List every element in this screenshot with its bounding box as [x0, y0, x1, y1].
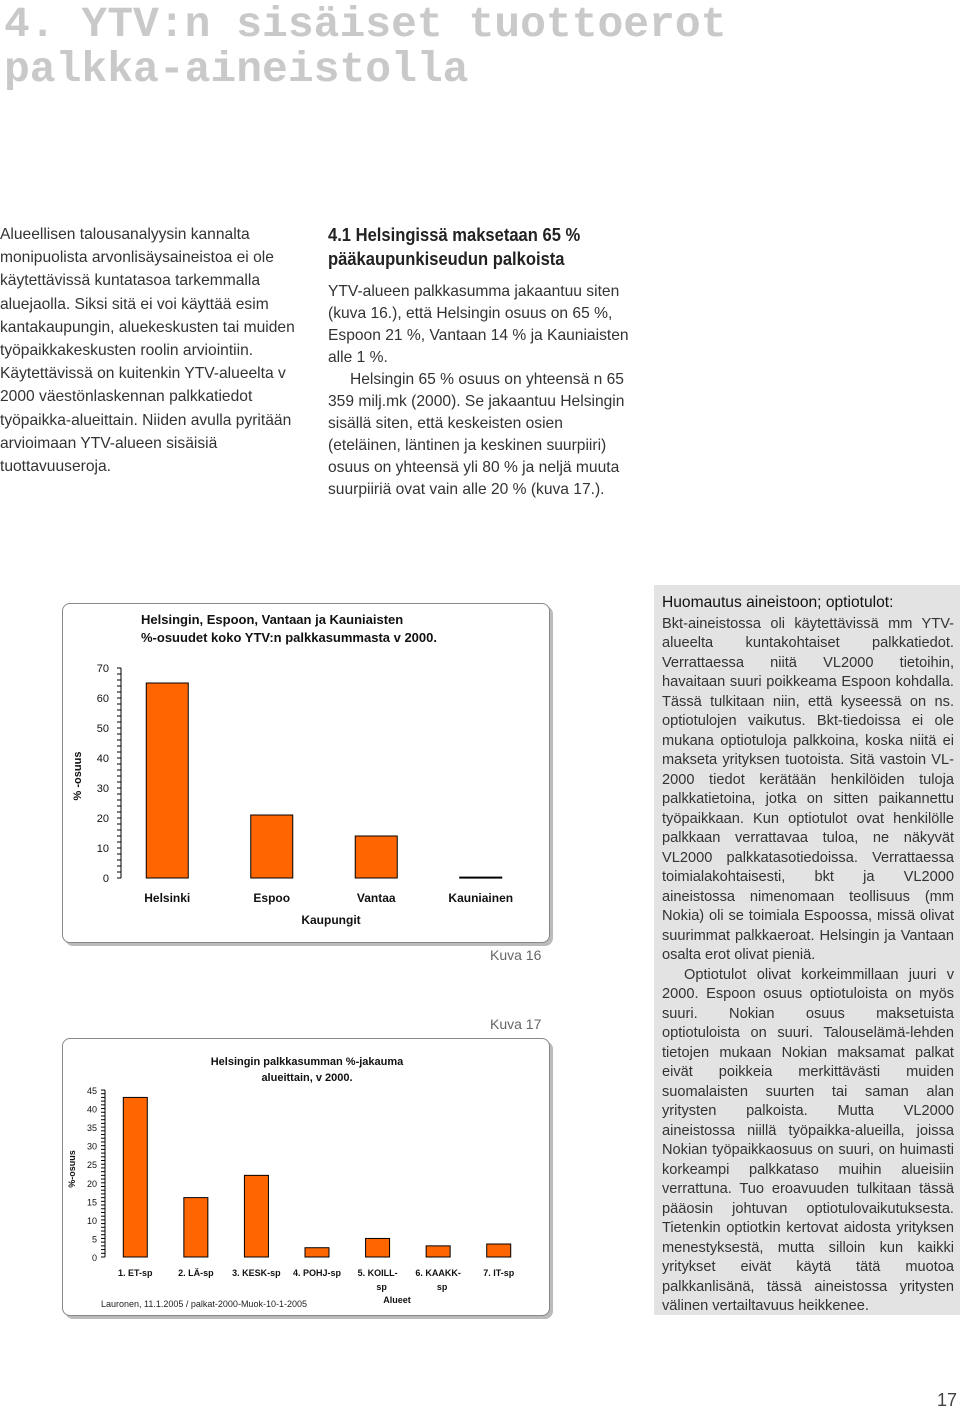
chart-1 [63, 604, 549, 942]
middle-paragraph-2: Helsingin 65 % osuus on yhteensä n 65 359 milj.mk (2000). Se jakaantuu Helsingin sisällä siten, että keskeisten osien (eteläinen, läntinen ja keskinen suurpiiri) osuus on yhteensä yli 80 % ja neljä muuta suurpiiriä ovat vain alle 20 % (kuva 17.). [328, 371, 625, 498]
sidebar-title: Huomautus aineistoon; optiotulot: [662, 594, 894, 611]
chart2-xlabel: Alueet [383, 1295, 411, 1305]
chart1-category-label: Kauniainen [448, 891, 514, 905]
chart2-bar-2 [184, 1198, 208, 1257]
page-number: 17 [936, 1390, 957, 1410]
chart1-xlabel: Kaupungit [301, 913, 361, 927]
chart2-title-line-2: alueittain, v 2000. [261, 1072, 353, 1084]
chart2-category-label: 5. KOILL- [357, 1268, 398, 1278]
chart2-title-line-1: Helsingin palkkasumman %-jakauma [210, 1056, 404, 1068]
chart2-bar-7 [487, 1244, 511, 1257]
figure-17-caption: Kuva 17 [490, 1016, 542, 1032]
chart1-category-label: Vantaa [356, 891, 396, 905]
chart1-ytick-label: 50 [96, 723, 109, 735]
chart2-ytick-label: 5 [91, 1234, 97, 1245]
chart2-ytick-label: 40 [86, 1104, 97, 1115]
chart2-ytick-label: 10 [86, 1215, 97, 1226]
middle-column-text [328, 223, 634, 501]
chart-frame-1 [62, 603, 550, 943]
page-heading-line1: 4. YTV:n sisäiset tuottoerot [4, 0, 727, 49]
chart-2 [63, 1039, 549, 1315]
chart1-ytick-label: 20 [96, 813, 109, 825]
middle-paragraph-1: YTV-alueen palkkasumma jakaantuu siten (kuva 16.), että Helsingin osuus on 65 %, Espoon 21 %, Vantaan 14 % ja Kauniaisten alle 1 %. [328, 283, 629, 366]
chart2-source-note: Lauronen, 11.1.2005 / palkat-2000-Muok-10-1-2005 [101, 1299, 307, 1309]
chart1-ytick-label: 0 [102, 873, 109, 885]
chart1-ytick-label: 40 [96, 753, 109, 765]
chart1-ytick-label: 70 [96, 663, 109, 675]
page-heading-line2: palkka-aineistolla [4, 45, 469, 94]
chart2-ytick-label: 45 [86, 1086, 97, 1096]
chart2-category-label: 1. ET-sp [118, 1268, 153, 1278]
chart1-bar-3 [355, 836, 397, 878]
chart2-ytick-label: 30 [86, 1141, 97, 1152]
chart2-ytick-label: 15 [86, 1197, 97, 1208]
chart2-bar-3 [244, 1175, 268, 1257]
left-column-text [0, 223, 306, 478]
chart2-category-label: 2. LÄ-sp [178, 1268, 214, 1278]
chart2-category-label: 7. IT-sp [483, 1268, 515, 1278]
sidebar-paragraph-2: Optiotulot olivat korkeimmillaan juuri v 2000. Espoon osuus optiotuloista on myös suuri. Nokian osuus maksetuista optiotuloista on suuri. Talouselämä-lehden tietojen mukaan Nokian maksamat palkat eivät poikkeia merkittävästi muiden suomalaisten suurten tai saman alan yritysten palkoista. Mutta VL2000 aineistossa niillä työpaikka-alueilla, joissa Nokian työpaikkaosuus on suuri, on huimasti korkeampi palkkataso muihin alueisiin verrattuna. Tuo eroavuuden tulkitaan tässä pääosin johtuvan optiotulovaikutuksesta. Tietenkin optiotkin kertovat aidosta yrityksen menestyksestä, mutta silloin kun kaikki yritykset eivät käytä tätä muotoa palkkanlisänä, tässä aineistossa yritysten välinen vertailtavuus heikkenee. [662, 966, 954, 1314]
chart1-ytick-label: 60 [96, 693, 109, 705]
chart1-bar-1 [146, 683, 188, 878]
chart2-bar-1 [123, 1097, 147, 1257]
chart2-ytick-label: 20 [86, 1178, 97, 1189]
chart2-category-label-cont: sp [436, 1282, 448, 1292]
chart1-category-label: Espoo [253, 891, 291, 905]
note-sidebar [654, 585, 960, 1315]
chart2-category-label: 4. POHJ-sp [292, 1268, 342, 1278]
chart2-ytick-label: 35 [86, 1123, 97, 1134]
chart-frame-2 [62, 1038, 550, 1316]
chart2-category-label: 3. KESK-sp [232, 1268, 281, 1278]
chart1-bar-2 [251, 815, 293, 878]
chart1-title-line-1: Helsingin, Espoon, Vantaan ja Kauniaisten [141, 612, 404, 627]
figure-16-caption: Kuva 16 [490, 947, 542, 963]
chart1-title-line-2: %-osuudet koko YTV:n palkkasummasta v 2000. [141, 630, 437, 645]
chart1-category-label: Helsinki [144, 891, 191, 905]
chart2-ytick-label: 0 [91, 1253, 97, 1263]
chart2-ytick-label: 25 [86, 1160, 97, 1171]
chart2-bar-5 [366, 1238, 390, 1257]
chart1-ytick-label: 10 [96, 843, 109, 855]
chart1-ylabel: % -osuus [72, 751, 84, 801]
chart2-category-label-cont: sp [376, 1282, 387, 1292]
left-paragraph: Alueellisen talousanalyysin kannalta monipuolista arvonlisäysaineistoa ei ole käytettävissä kuntatasoa tarkemmalla aluejaolla. Siksi sitä ei voi käyttää esim kantakaupungin, aluekeskusten tai muiden työpaikkakeskusten roolin arviointiin. Käytettävissä on kuitenkin YTV-alueelta v 2000 väestönlaskennan palkkatiedot työpaikka-alueittain. Niiden avulla pyritään arvioimaan YTV-alueen sisäisiä tuottavuuseroja. [0, 226, 295, 476]
chart1-ytick-label: 30 [96, 783, 109, 795]
chart2-bar-4 [305, 1248, 329, 1257]
chart2-ylabel: %-osuus [67, 1150, 77, 1188]
chart1-bar-4 [460, 877, 502, 878]
chart2-bar-6 [426, 1246, 450, 1257]
page-heading [4, 2, 727, 92]
chart2-category-label: 6. KAAKK- [415, 1268, 461, 1278]
section-title: 4.1 Helsingissä maksetaan 65 % pääkaupunkiseudun palkoista [328, 225, 581, 269]
sidebar-paragraph-1: Bkt-aineistossa oli käytettävissä mm YTV-alueelta kuntakohtaiset palkkatiedot. Verrattaessa niitä VL2000 tietoihin, havaitaan suuri poikkeama Espoon kohdalla. Tässä tulkitaan niin, että kyseessä on ns. optiotulojen vaikutus. Bkt-tiedoissa ei ole mukana optiotuloja palkkoina, koska niitä ei makseta yrityksen tuotoista. Sitä vastoin VL-2000 tiedot kerätään henkilöiden tuloja palkkatietoina, jotka on sitten paikannettu työpaikkaan. Kun optiotulot ovat henkilölle palkkaan verrattavaa tuloa, ne näkyvät VL2000 palkkatasotiedoissa. Verrattaessa toimialakohtaisesti, bkt ja VL2000 aineistossa nimenomaan teollisuus (mm Nokia) oli se toimiala Espoossa, missä olivat suurimmat palkkaeroat. Helsingin ja Vantaan osalta erot olivat pieniä. [662, 615, 954, 963]
